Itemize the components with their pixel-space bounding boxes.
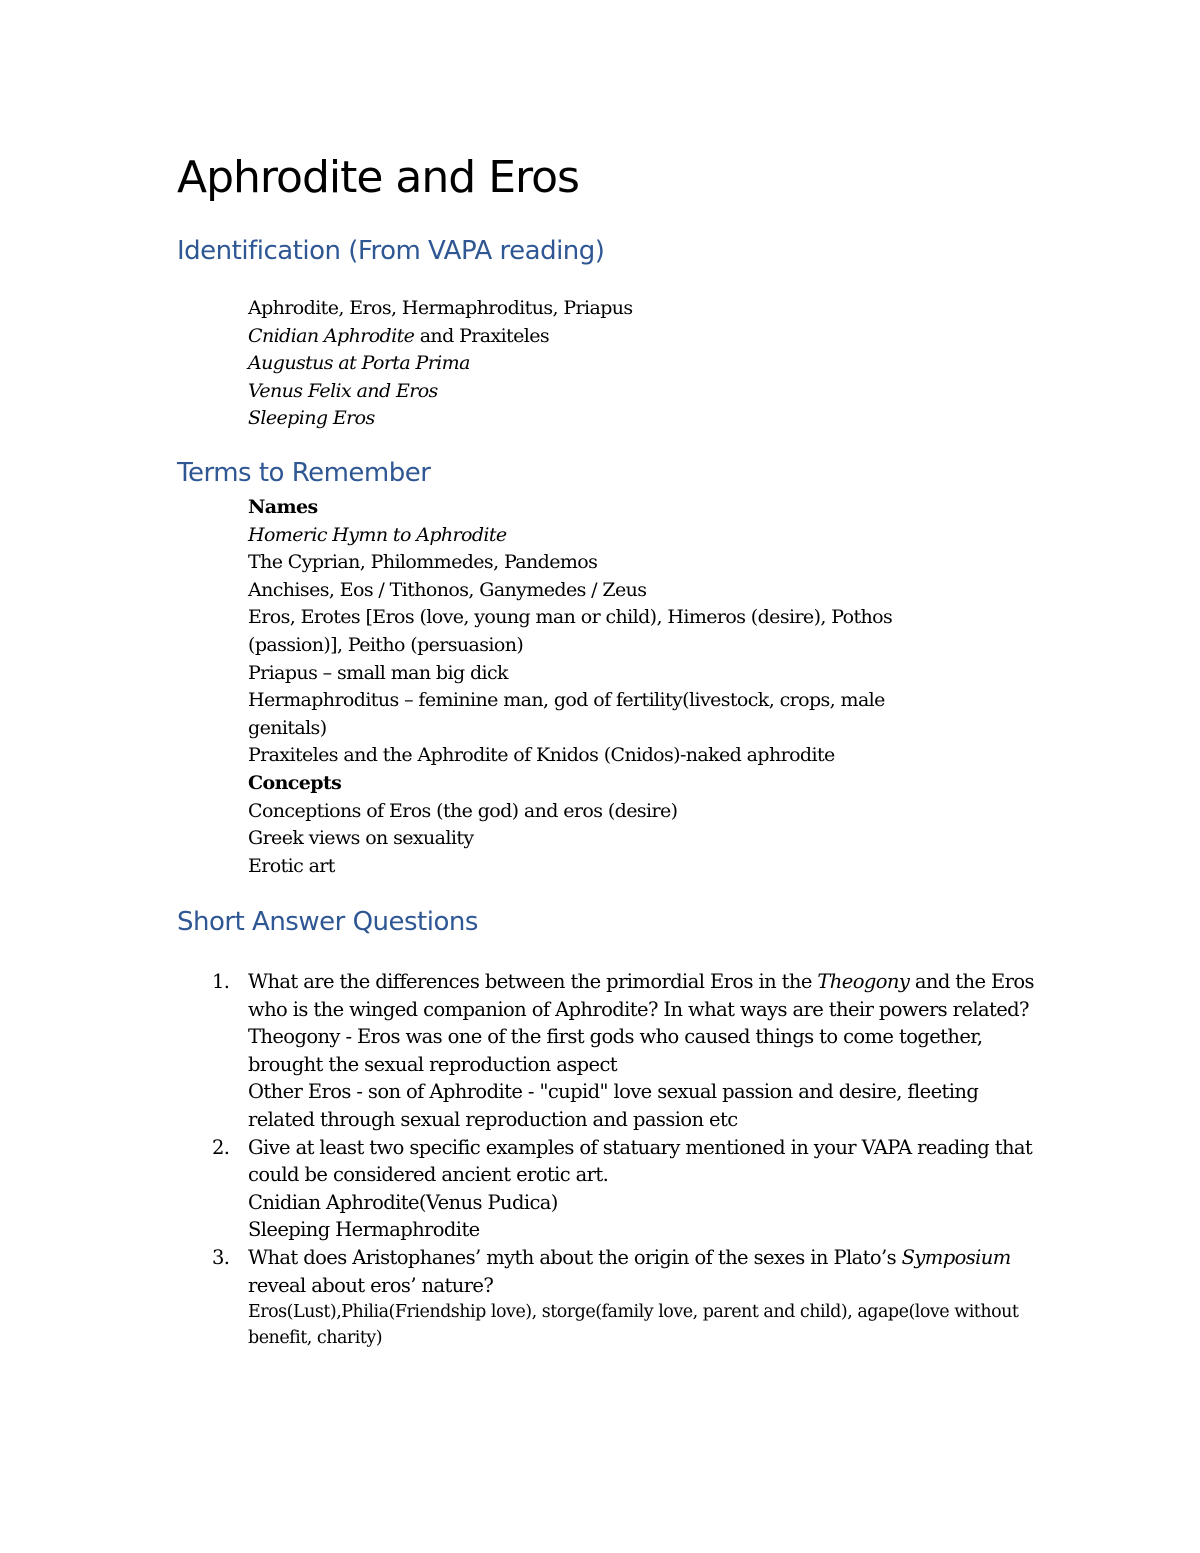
questions-list: [212, 968, 1038, 1351]
question-text-part: What are the differences between the primordial Eros in the: [248, 970, 818, 993]
question-item: [212, 1134, 1038, 1244]
answer-text: Eros(Lust),Philia(Friendship love), storge(family love, parent and child), agape(love without benefit, charity): [248, 1302, 1019, 1349]
work-title: Theogony: [817, 970, 910, 993]
document-title: Aphrodite and Eros: [177, 152, 579, 203]
terms-list: [248, 494, 1048, 880]
question-item: [212, 1244, 1038, 1351]
list-item: The Cyprian, Philommedes, Pandemos: [248, 551, 598, 574]
concepts-label: Concepts: [248, 771, 342, 794]
list-item: Conceptions of Eros (the god) and eros (desire): [248, 799, 678, 822]
question-text: [248, 1244, 1038, 1299]
identification-heading: Identification (From VAPA reading): [177, 236, 605, 266]
list-item: Praxiteles and the Aphrodite of Knidos (Cnidos)-naked aphrodite: [248, 744, 835, 767]
list-item: Erotic art: [248, 854, 335, 877]
short-answer-heading: Short Answer Questions: [177, 907, 478, 937]
answer-text: Cnidian Aphrodite(Venus Pudica): [248, 1190, 558, 1214]
question-item: [212, 968, 1038, 1134]
question-text-part: and the Eros who is the winged companion of Aphrodite? In what ways are their powers related?: [248, 970, 1034, 1021]
answer-text: Sleeping Hermaphrodite: [248, 1218, 480, 1242]
list-item: Homeric Hymn to Aphrodite: [248, 523, 507, 546]
list-item: Greek views on sexuality: [248, 827, 474, 850]
list-item: Hermaphroditus – feminine man, god of fertility(livestock, crops, male genitals): [248, 689, 885, 739]
list-item: Sleeping Eros: [248, 407, 375, 430]
list-item: [248, 323, 1048, 351]
answer-text: Other Eros - son of Aphrodite - "cupid" love sexual passion and desire, fleeting related through sexual reproduction and passion etc: [248, 1080, 979, 1131]
question-text: [248, 968, 1038, 1023]
terms-heading: Terms to Remember: [177, 458, 431, 488]
work-title: Cnidian Aphrodite: [248, 324, 415, 347]
list-item: Anchises, Eos / Tithonos, Ganymedes / Zeus: [248, 578, 647, 601]
question-text: Give at least two specific examples of statuary mentioned in your VAPA reading that could be considered ancient erotic art.: [248, 1135, 1033, 1187]
list-item: Aphrodite, Eros, Hermaphroditus, Priapus: [248, 297, 633, 319]
list-item: Augustus at Porta Prima: [248, 352, 470, 375]
question-number: 2.: [212, 1135, 230, 1159]
list-item: Venus Felix and Eros: [248, 379, 438, 402]
question-text-part: What does Aristophanes’ myth about the origin of the sexes in Plato’s: [248, 1245, 902, 1269]
work-title: Symposium: [901, 1245, 1011, 1269]
list-item: Eros, Erotes [Eros (love, young man or child), Himeros (desire), Pothos (passion)], Peitho (persuasion): [248, 606, 893, 656]
list-item: Priapus – small man big dick: [248, 661, 508, 684]
item-text: and Praxiteles: [414, 324, 550, 347]
question-number: 1.: [212, 970, 230, 993]
names-label: Names: [248, 496, 318, 518]
answer-text: Theogony - Eros was one of the first gods who caused things to come together, brought the sexual reproduction aspect: [248, 1025, 983, 1076]
question-number: 3.: [212, 1245, 230, 1269]
question-text-part: reveal about eros’ nature?: [248, 1273, 494, 1297]
identification-list: [248, 295, 1048, 433]
